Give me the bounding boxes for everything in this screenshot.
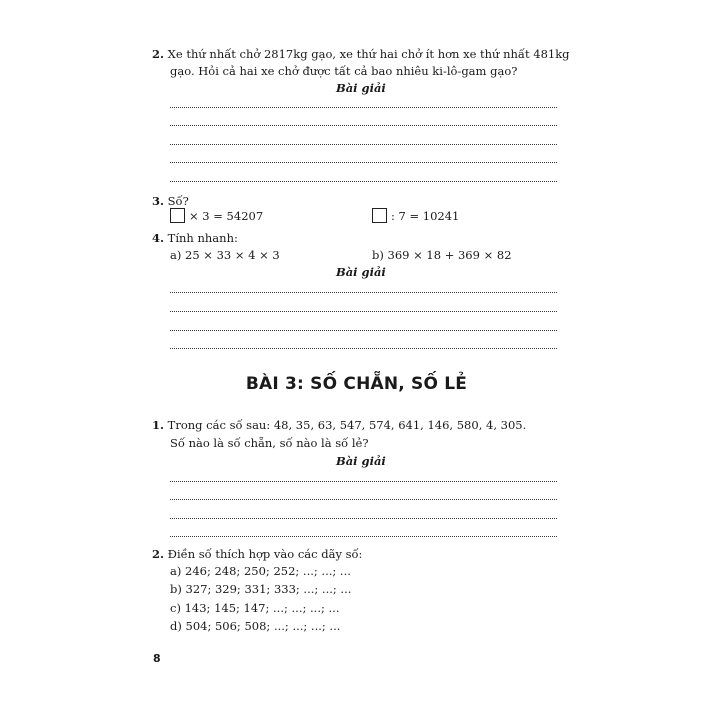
answer-line xyxy=(170,518,557,519)
answer-line xyxy=(170,348,557,349)
answer-line xyxy=(170,107,557,108)
q3-eq2-text: : 7 = 10241 xyxy=(391,209,460,223)
answer-box[interactable] xyxy=(372,208,387,223)
q4-number: 4. xyxy=(152,231,165,245)
q3-equation-2 xyxy=(372,208,459,224)
l3-q2-number: 2. xyxy=(152,547,165,561)
answer-line xyxy=(170,125,557,126)
q2-solution-label: Bài giải xyxy=(336,81,386,95)
q4-label: Tính nhanh: xyxy=(167,231,238,245)
l3-q2-heading xyxy=(152,546,362,562)
l3-q1-line2: Số nào là số chẵn, số nào là số lẻ? xyxy=(170,436,369,450)
q2-number: 2. xyxy=(152,47,165,61)
q4-part-a: a) 25 × 33 × 4 × 3 xyxy=(170,248,280,262)
q3-equation-1 xyxy=(170,208,263,224)
sequence-item-c: c) 143; 145; 147; ...; ...; ...; ... xyxy=(170,601,340,615)
l3-q1-number: 1. xyxy=(152,418,165,432)
l3-q1-line1: Trong các số sau: 48, 35, 63, 547, 574, 641, 146, 580, 4, 305. xyxy=(167,418,527,432)
q4-solution-label: Bài giải xyxy=(336,265,386,279)
q4-part-b: b) 369 × 18 + 369 × 82 xyxy=(372,248,512,262)
l3-q2-label: Điền số thích hợp vào các dãy số: xyxy=(167,547,363,561)
q3-number: 3. xyxy=(152,194,165,208)
q3-label: Số? xyxy=(167,194,189,208)
answer-line xyxy=(170,144,557,145)
answer-line xyxy=(170,162,557,163)
lesson-title: BÀI 3: SỐ CHẴN, SỐ LẺ xyxy=(245,374,468,394)
answer-line xyxy=(170,499,557,500)
q3-eq1-text: × 3 = 54207 xyxy=(189,209,264,223)
q2-line1: Xe thứ nhất chở 2817kg gạo, xe thứ hai chở ít hơn xe thứ nhất 481kg xyxy=(167,47,570,61)
l3-q1-text-line1 xyxy=(152,417,526,433)
answer-line xyxy=(170,181,557,182)
answer-line xyxy=(170,481,557,482)
q2-line2: gạo. Hỏi cả hai xe chở được tất cả bao nhiêu ki-lô-gam gạo? xyxy=(170,64,518,78)
sequence-item-d: d) 504; 506; 508; ...; ...; ...; ... xyxy=(170,619,341,633)
q3-heading xyxy=(152,193,189,209)
answer-line xyxy=(170,536,557,537)
answer-line xyxy=(170,311,557,312)
answer-box[interactable] xyxy=(170,208,185,223)
page-number: 8 xyxy=(153,652,161,665)
sequence-item-a: a) 246; 248; 250; 252; ...; ...; ... xyxy=(170,564,351,578)
l3-q1-solution-label: Bài giải xyxy=(336,454,386,468)
q2-text-line1 xyxy=(152,46,570,62)
sequence-item-b: b) 327; 329; 331; 333; ...; ...; ... xyxy=(170,582,352,596)
q4-heading xyxy=(152,230,238,246)
answer-line xyxy=(170,292,557,293)
answer-line xyxy=(170,330,557,331)
